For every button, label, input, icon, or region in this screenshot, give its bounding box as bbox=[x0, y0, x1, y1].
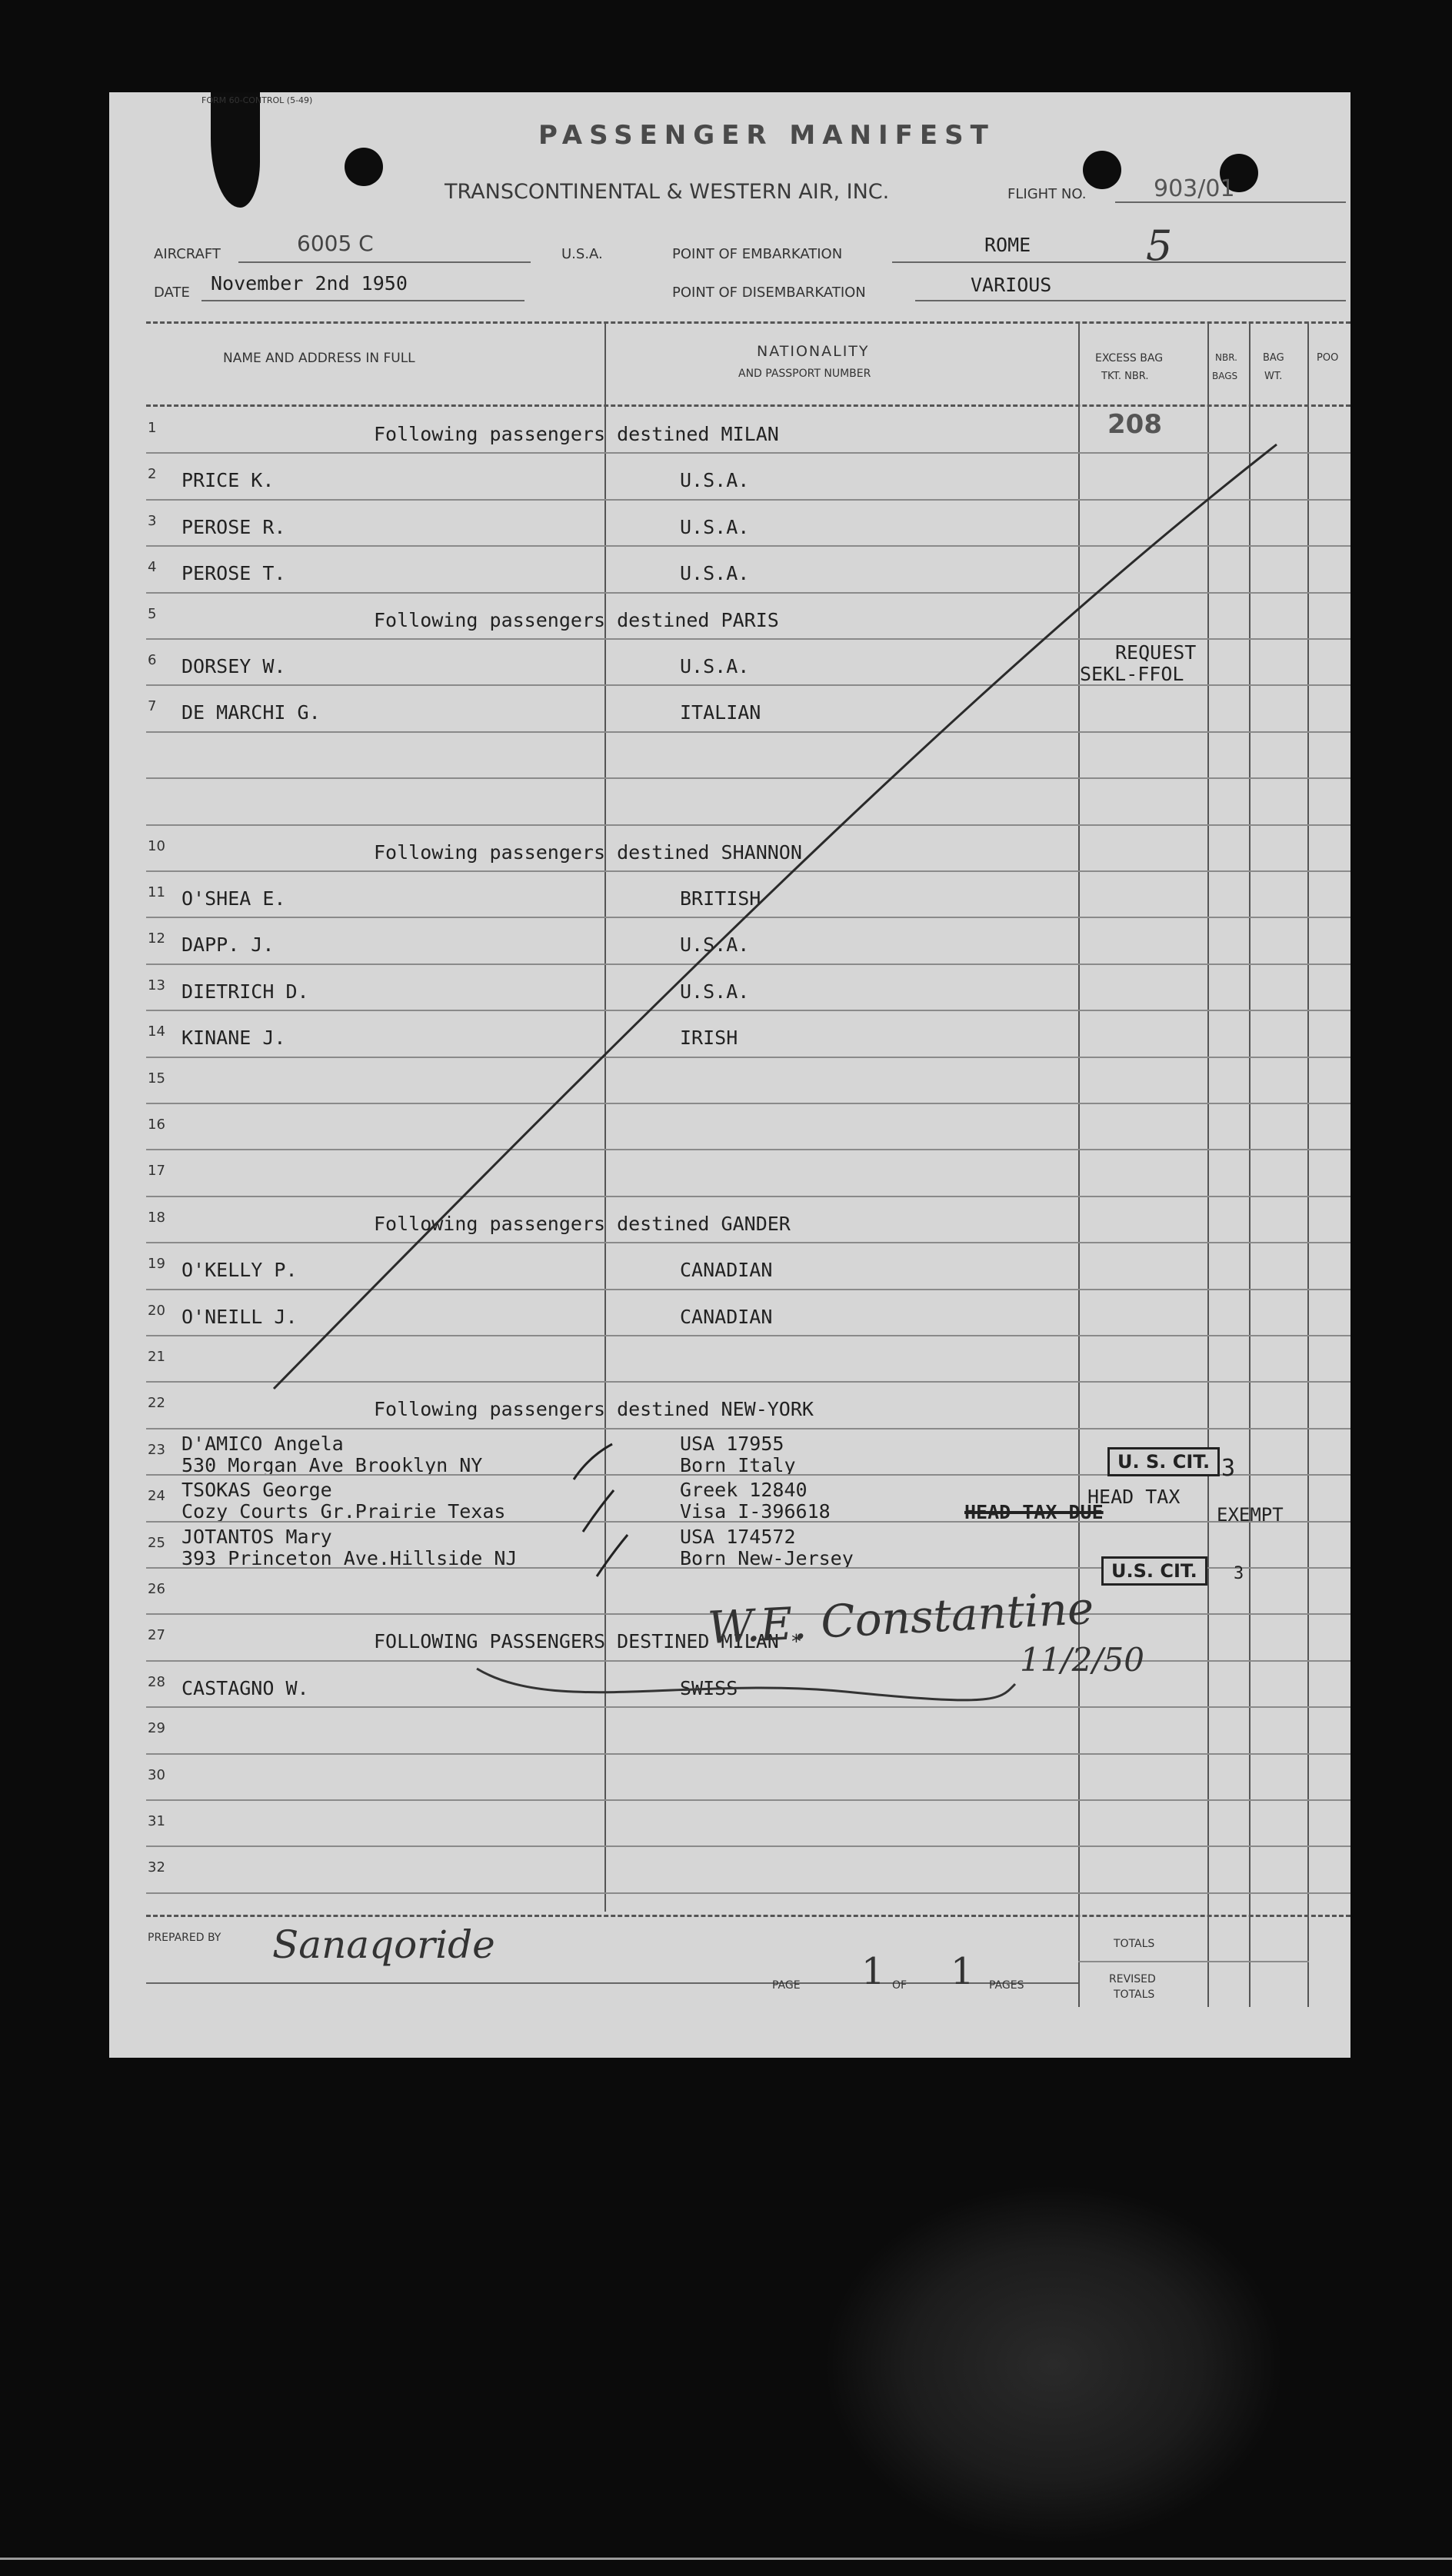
passenger-nationality: SWISS bbox=[680, 1676, 738, 1699]
passenger-name: PEROSE R. bbox=[182, 515, 286, 538]
passenger-passport: Born New-Jersey bbox=[680, 1546, 854, 1569]
column-divider bbox=[604, 323, 606, 1912]
row-rule bbox=[146, 1428, 1350, 1429]
punch-hole bbox=[1083, 151, 1121, 189]
row-number: 3 bbox=[148, 512, 157, 529]
row-rule bbox=[146, 1845, 1350, 1847]
row-number: 29 bbox=[148, 1720, 165, 1737]
footer-top-border bbox=[146, 1915, 1350, 1917]
revised-label: REVISED bbox=[1109, 1973, 1156, 1985]
handwritten-date: 11/2/50 bbox=[1020, 1641, 1144, 1679]
row-number: 1 bbox=[148, 420, 157, 436]
row-number: 16 bbox=[148, 1117, 165, 1133]
passenger-passport: Visa I-396618 bbox=[680, 1500, 831, 1523]
row-rule bbox=[146, 1660, 1350, 1662]
row-rule bbox=[146, 1289, 1350, 1290]
row-rule bbox=[146, 964, 1350, 965]
passenger-nationality: CANADIAN bbox=[680, 1305, 773, 1328]
aircraft-label: AIRCRAFT bbox=[154, 246, 221, 262]
section-heading: Following passengers destined PARIS bbox=[374, 608, 779, 631]
row-number: 21 bbox=[148, 1349, 165, 1365]
date-label: DATE bbox=[154, 285, 190, 301]
row-number: 25 bbox=[148, 1534, 165, 1551]
row-number: 5 bbox=[148, 605, 157, 622]
row-rule bbox=[146, 592, 1350, 594]
prepared-underline bbox=[146, 1982, 1078, 1984]
disembarkation-value: VARIOUS bbox=[971, 274, 1052, 296]
row-rule bbox=[146, 452, 1350, 454]
section-heading: FOLLOWING PASSENGERS DESTINED MILAN * bbox=[374, 1630, 802, 1653]
head-tax-overwrite: HEAD TAX bbox=[1087, 1486, 1181, 1508]
row-number: 10 bbox=[148, 837, 165, 854]
row-rule bbox=[146, 870, 1350, 872]
us-citizen-stamp: U.S. CIT. bbox=[1101, 1556, 1207, 1586]
row-number: 23 bbox=[148, 1441, 165, 1458]
pages-label: PAGES bbox=[989, 1979, 1024, 1992]
row-number: 20 bbox=[148, 1302, 165, 1319]
passenger-name: O'KELLY P. bbox=[182, 1259, 298, 1282]
passenger-nationality: U.S.A. bbox=[680, 469, 750, 492]
passenger-name: DORSEY W. bbox=[182, 655, 286, 677]
row-number: 32 bbox=[148, 1859, 165, 1876]
row-number: 17 bbox=[148, 1163, 165, 1180]
passenger-name: O'NEILL J. bbox=[182, 1305, 298, 1328]
passenger-name: CASTAGNO W. bbox=[182, 1676, 309, 1699]
row-number: 6 bbox=[148, 652, 157, 668]
row-number: 26 bbox=[148, 1581, 165, 1597]
row-number: 30 bbox=[148, 1766, 165, 1783]
head-tax-struck: HEAD TAX DUE bbox=[964, 1501, 1104, 1523]
embarkation-underline bbox=[892, 261, 1346, 263]
table-top-border bbox=[146, 321, 1350, 324]
row-number: 18 bbox=[148, 1209, 165, 1226]
section-heading: Following passengers destined MILAN bbox=[374, 423, 779, 445]
column-header-bag: BAG bbox=[1263, 352, 1284, 364]
passenger-name: DAPP. J. bbox=[182, 934, 275, 957]
excess-bag-ticket: 208 bbox=[1107, 409, 1162, 440]
background-smudge bbox=[823, 2184, 1284, 2545]
pages-total: 1 bbox=[951, 1950, 974, 1993]
exempt-label: EXEMPT bbox=[1217, 1504, 1284, 1526]
row-rule bbox=[146, 638, 1350, 640]
row-number: 27 bbox=[148, 1627, 165, 1644]
row-rule bbox=[146, 731, 1350, 733]
us-citizen-stamp: U. S. CIT. bbox=[1107, 1447, 1220, 1476]
page-number: 1 bbox=[861, 1950, 885, 1993]
date-underline bbox=[201, 300, 525, 301]
passenger-nationality: ITALIAN bbox=[680, 701, 761, 724]
revised-totals-label: TOTALS bbox=[1114, 1989, 1155, 2001]
passenger-address: Cozy Courts Gr.Prairie Texas bbox=[182, 1500, 506, 1523]
row-rule bbox=[146, 1196, 1350, 1197]
passenger-name: O'SHEA E. bbox=[182, 887, 286, 910]
row-rule bbox=[146, 824, 1350, 826]
column-header-nbr: NBR. bbox=[1215, 352, 1237, 363]
aircraft-underline bbox=[238, 261, 531, 263]
prepared-by-label: PREPARED BY bbox=[148, 1932, 221, 1944]
passenger-name: D'AMICO Angela bbox=[182, 1432, 344, 1455]
totals-label: TOTALS bbox=[1114, 1938, 1155, 1950]
passenger-nationality: U.S.A. bbox=[680, 980, 750, 1003]
passenger-passport: Born Italy bbox=[680, 1453, 796, 1476]
flight-number: 903/01 bbox=[1154, 175, 1235, 202]
row-rule bbox=[146, 545, 1350, 547]
passenger-address: 530 Morgan Ave Brooklyn NY bbox=[182, 1453, 483, 1476]
excess-bag-ticket-note: SEKL-FFOL bbox=[1080, 663, 1184, 685]
row-rule bbox=[146, 499, 1350, 501]
passenger-name: PRICE K. bbox=[182, 469, 275, 492]
section-heading: Following passengers destined SHANNON bbox=[374, 840, 802, 864]
passenger-name: DIETRICH D. bbox=[182, 980, 309, 1003]
date-value: November 2nd 1950 bbox=[211, 272, 408, 295]
bag-count: 3 bbox=[1221, 1455, 1236, 1482]
column-header-wt: WT. bbox=[1264, 371, 1283, 382]
row-number: 22 bbox=[148, 1395, 165, 1412]
passenger-nationality: USA 17955 bbox=[680, 1432, 784, 1455]
passenger-nationality: IRISH bbox=[680, 1027, 738, 1050]
section-heading: Following passengers destined NEW-YORK bbox=[374, 1398, 814, 1421]
row-rule bbox=[146, 1799, 1350, 1801]
country-label: U.S.A. bbox=[561, 246, 603, 262]
passenger-nationality: U.S.A. bbox=[680, 655, 750, 677]
table-header-border bbox=[146, 404, 1350, 407]
bag-count: 3 bbox=[1234, 1564, 1244, 1583]
disembarkation-label: POINT OF DISEMBARKATION bbox=[672, 285, 866, 301]
handwritten-page-mark: 5 bbox=[1146, 221, 1173, 270]
company-name: TRANSCONTINENTAL & WESTERN AIR, INC. bbox=[445, 180, 890, 204]
embarkation-label: POINT OF EMBARKATION bbox=[672, 246, 843, 262]
column-header-name: NAME AND ADDRESS IN FULL bbox=[223, 351, 415, 366]
form-number: FORM 60-CONTROL (5-49) bbox=[201, 95, 313, 105]
column-header-passport: AND PASSPORT NUMBER bbox=[738, 368, 871, 380]
row-rule bbox=[146, 1057, 1350, 1058]
row-rule bbox=[146, 1335, 1350, 1336]
row-number: 2 bbox=[148, 466, 157, 483]
flight-underline bbox=[1115, 201, 1346, 203]
passenger-address: 393 Princeton Ave.Hillside NJ bbox=[182, 1546, 518, 1569]
row-rule bbox=[146, 1706, 1350, 1708]
row-rule bbox=[146, 917, 1350, 918]
row-number: 28 bbox=[148, 1673, 165, 1690]
row-number: 4 bbox=[148, 559, 157, 576]
column-header-ticket: TKT. NBR. bbox=[1101, 371, 1149, 382]
disembarkation-underline bbox=[915, 300, 1346, 301]
row-number: 7 bbox=[148, 698, 157, 715]
row-rule bbox=[146, 1010, 1350, 1011]
prepared-by-signature: Sanaqoride bbox=[272, 1922, 495, 1967]
column-header-bags: BAGS bbox=[1212, 371, 1238, 381]
aircraft-value: 6005 C bbox=[297, 231, 374, 256]
manifest-sheet bbox=[109, 92, 1350, 2058]
row-number: 13 bbox=[148, 977, 165, 993]
row-rule bbox=[146, 1242, 1350, 1243]
section-heading: Following passengers destined GANDER bbox=[374, 1212, 791, 1235]
row-number: 11 bbox=[148, 884, 165, 900]
row-rule bbox=[146, 1149, 1350, 1150]
row-rule bbox=[146, 1381, 1350, 1383]
punch-hole bbox=[345, 148, 383, 186]
row-number: 31 bbox=[148, 1813, 165, 1829]
of-label: OF bbox=[892, 1979, 907, 1992]
passenger-nationality: Greek 12840 bbox=[680, 1479, 808, 1502]
passenger-nationality: U.S.A. bbox=[680, 515, 750, 538]
column-header-pool: POO bbox=[1317, 352, 1339, 364]
passenger-nationality: USA 174572 bbox=[680, 1525, 796, 1548]
row-number: 12 bbox=[148, 930, 165, 947]
page-label: PAGE bbox=[772, 1979, 801, 1992]
row-number: 14 bbox=[148, 1023, 165, 1040]
handwritten-signature: W.E. Constantine bbox=[706, 1581, 1095, 1655]
row-number: 24 bbox=[148, 1488, 165, 1505]
passenger-name: JOTANTOS Mary bbox=[182, 1525, 332, 1548]
totals-divider bbox=[1078, 1961, 1309, 1962]
frame-edge-line bbox=[0, 2558, 1452, 2560]
passenger-name: TSOKAS George bbox=[182, 1479, 332, 1502]
passenger-name: DE MARCHI G. bbox=[182, 701, 321, 724]
passenger-nationality: U.S.A. bbox=[680, 934, 750, 957]
passenger-nationality: CANADIAN bbox=[680, 1259, 773, 1282]
embarkation-value: ROME bbox=[984, 234, 1031, 256]
page-title: PASSENGER MANIFEST bbox=[538, 120, 995, 151]
row-number: 15 bbox=[148, 1070, 165, 1087]
column-header-excess: EXCESS BAG bbox=[1095, 352, 1164, 364]
row-rule bbox=[146, 777, 1350, 779]
row-rule bbox=[146, 684, 1350, 686]
row-rule bbox=[146, 1753, 1350, 1755]
passenger-nationality: U.S.A. bbox=[680, 562, 750, 585]
excess-bag-ticket: REQUEST bbox=[1115, 641, 1197, 664]
passenger-name: KINANE J. bbox=[182, 1027, 286, 1050]
row-rule bbox=[146, 1103, 1350, 1104]
flight-label: FLIGHT NO. bbox=[1007, 186, 1087, 202]
row-rule bbox=[146, 1521, 1350, 1523]
column-header-nationality: NATIONALITY bbox=[757, 343, 870, 360]
passenger-nationality: BRITISH bbox=[680, 887, 761, 910]
passenger-name: PEROSE T. bbox=[182, 562, 286, 585]
row-rule bbox=[146, 1892, 1350, 1894]
row-number: 19 bbox=[148, 1256, 165, 1273]
